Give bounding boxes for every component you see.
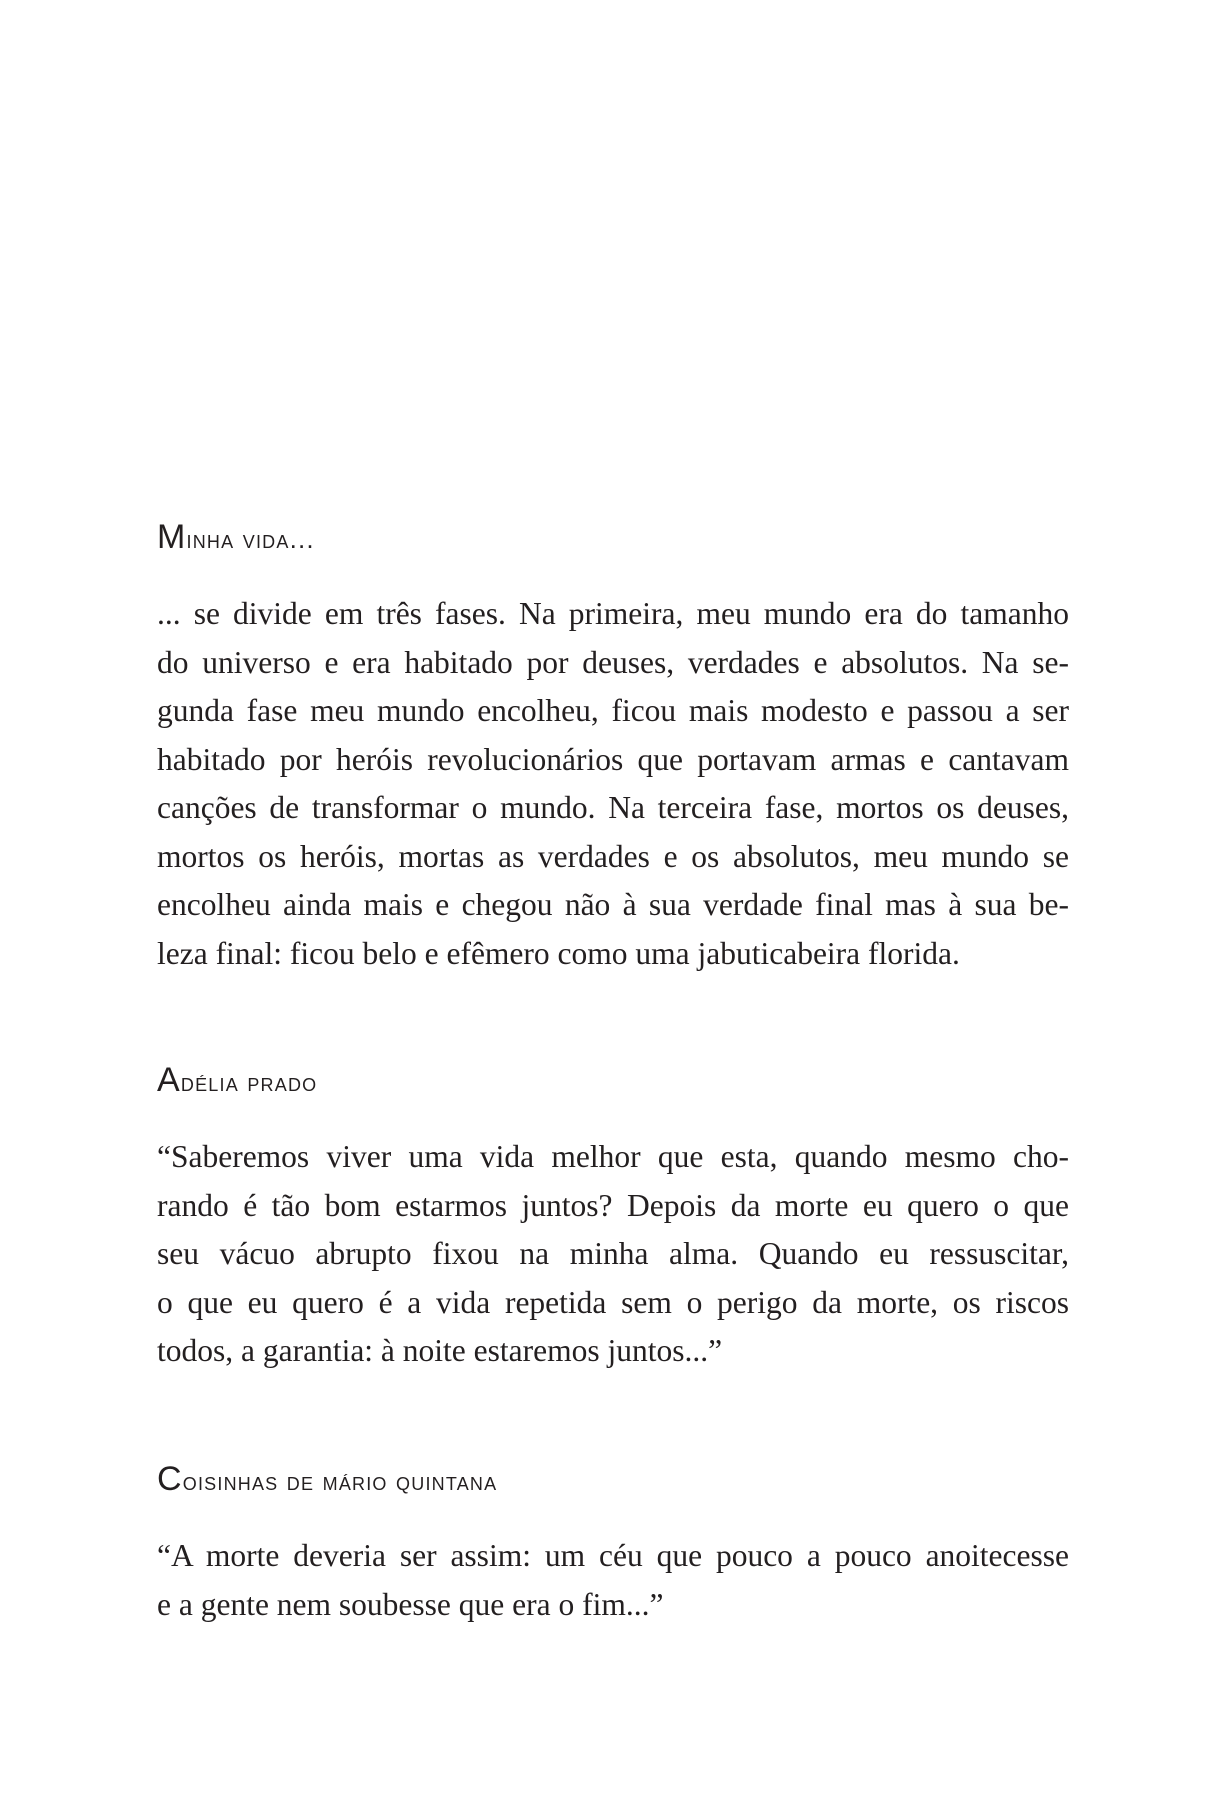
section-minha-vida	[157, 520, 1069, 978]
text-line: “A morte deveria ser assim: um céu que pouco a pouco anoitecesse	[157, 1538, 1069, 1573]
section-heading: Minha vida...	[157, 518, 315, 556]
text-line: “Saberemos viver uma vida melhor que esta, quando mesmo cho-	[157, 1139, 1069, 1174]
section-coisinhas-mario-quintana	[157, 1462, 1069, 1629]
section-body	[157, 1133, 1069, 1376]
text-line: e a gente nem soubesse que era o fim...”	[157, 1586, 664, 1622]
section-heading: Adélia prado	[157, 1061, 318, 1099]
text-line: rando é tão bom estarmos juntos? Depois da morte eu quero o que	[157, 1187, 1069, 1223]
text-line: todos, a garantia: à noite estaremos juntos...”	[157, 1333, 723, 1368]
text-line: canções de transformar o mundo. Na terceira fase, mortos os deuses,	[157, 790, 1069, 825]
section-body	[157, 590, 1069, 978]
text-line: o que eu quero é a vida repetida sem o perigo da morte, os riscos	[157, 1284, 1069, 1320]
text-line: gunda fase meu mundo encolheu, ficou mais modesto e passou a ser	[157, 693, 1069, 728]
text-line: leza final: ficou belo e efêmero como uma jabuticabeira florida.	[157, 935, 960, 971]
text-line: do universo e era habitado por deuses, verdades e absolutos. Na se-	[157, 644, 1069, 680]
text-line: encolheu ainda mais e chegou não à sua verdade final mas à sua be-	[157, 887, 1069, 922]
text-line: habitado por heróis revolucionários que portavam armas e cantavam	[157, 741, 1069, 777]
text-line: seu vácuo abrupto fixou na minha alma. Quando eu ressuscitar,	[157, 1236, 1069, 1271]
text-line: mortos os heróis, mortas as verdades e os absolutos, meu mundo se	[157, 838, 1069, 874]
text-line: ... se divide em três fases. Na primeira, meu mundo era do tamanho	[157, 596, 1069, 631]
section-body	[157, 1532, 1069, 1629]
section-adelia-prado	[157, 1063, 1069, 1376]
section-heading: Coisinhas de mário quintana	[157, 1460, 498, 1498]
